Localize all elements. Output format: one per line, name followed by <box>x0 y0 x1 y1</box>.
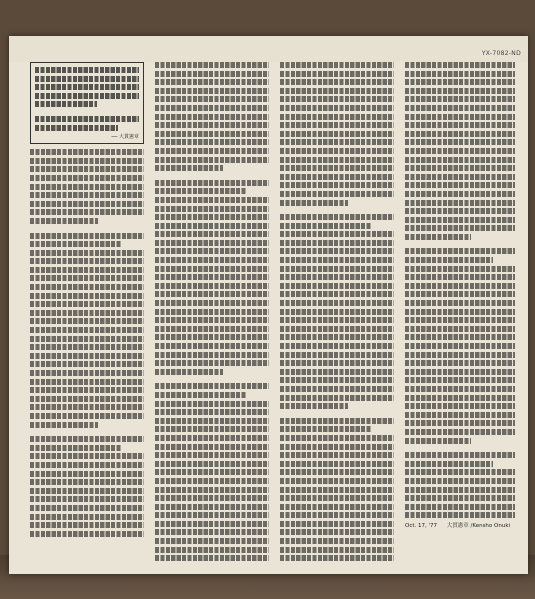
text-line <box>35 116 139 122</box>
text-line <box>280 88 394 94</box>
text-line <box>30 522 144 528</box>
text-line <box>155 538 269 544</box>
text-line <box>30 505 144 511</box>
text-line <box>280 182 394 188</box>
text-line <box>30 327 144 333</box>
text-line <box>155 309 269 315</box>
text-line <box>155 529 269 535</box>
text-line <box>30 250 144 256</box>
text-line <box>35 125 118 131</box>
text-line <box>405 429 515 435</box>
text-line <box>280 547 394 553</box>
text-line <box>30 361 144 367</box>
text-line <box>155 197 269 203</box>
text-line <box>155 266 269 272</box>
text-line <box>280 79 394 85</box>
text-line <box>280 452 394 458</box>
text-line <box>30 436 144 442</box>
text-column-4 <box>405 62 515 562</box>
text-line <box>155 240 269 246</box>
text-line <box>280 300 394 306</box>
text-line <box>405 105 515 111</box>
text-column-1 <box>30 62 144 562</box>
text-line <box>30 462 144 468</box>
text-line <box>155 334 269 340</box>
text-line <box>405 174 515 180</box>
text-line <box>280 334 394 340</box>
text-line <box>30 284 144 290</box>
text-line <box>405 461 493 467</box>
text-line <box>155 547 269 553</box>
text-line <box>280 248 394 254</box>
text-line <box>155 487 269 493</box>
text-line <box>405 208 515 214</box>
text-line <box>280 343 394 349</box>
text-line <box>30 218 98 224</box>
text-line <box>280 62 394 68</box>
text-line <box>155 392 246 398</box>
text-line <box>280 377 394 383</box>
text-line <box>280 435 394 441</box>
signature-date: Oct. 17, '77 <box>405 523 438 530</box>
text-line <box>280 157 394 163</box>
text-line <box>30 275 144 281</box>
text-line <box>30 370 144 376</box>
text-line <box>280 283 394 289</box>
text-line <box>155 223 269 229</box>
text-line <box>35 76 139 82</box>
text-line <box>405 234 471 240</box>
text-line <box>280 139 394 145</box>
text-line <box>155 369 223 375</box>
text-line <box>405 326 515 332</box>
text-line <box>280 395 394 401</box>
text-line <box>30 488 144 494</box>
text-line <box>30 233 144 239</box>
text-line <box>405 512 515 518</box>
text-line <box>280 148 394 154</box>
signature <box>405 521 515 529</box>
text-line <box>30 471 144 477</box>
text-line <box>280 504 394 510</box>
text-line <box>155 418 269 424</box>
intro-box <box>30 62 144 144</box>
text-line <box>155 206 269 212</box>
text-line <box>405 317 515 323</box>
text-line <box>280 529 394 535</box>
text-line <box>155 148 269 154</box>
text-line <box>280 521 394 527</box>
text-line <box>280 555 394 561</box>
text-line <box>30 192 144 198</box>
text-line <box>405 114 515 120</box>
text-line <box>280 231 394 237</box>
text-line <box>405 377 515 383</box>
text-line <box>30 293 144 299</box>
text-line <box>405 148 515 154</box>
text-line <box>280 309 394 315</box>
text-line <box>405 343 515 349</box>
text-line <box>280 478 394 484</box>
text-line <box>155 139 269 145</box>
text-line <box>280 317 394 323</box>
text-line <box>155 231 269 237</box>
text-line <box>155 71 269 77</box>
text-line <box>405 191 515 197</box>
text-line <box>280 214 394 220</box>
text-line <box>405 309 515 315</box>
text-line <box>30 531 144 537</box>
text-line <box>155 96 269 102</box>
text-line <box>280 352 394 358</box>
text-line <box>155 360 269 366</box>
text-line <box>280 96 394 102</box>
text-line <box>155 326 269 332</box>
text-line <box>280 469 394 475</box>
text-line <box>280 512 394 518</box>
text-line <box>35 84 139 90</box>
text-line <box>155 478 269 484</box>
text-line <box>280 191 394 197</box>
text-line <box>30 413 144 419</box>
text-line <box>155 257 269 263</box>
text-line <box>155 352 269 358</box>
body-text <box>405 62 515 518</box>
text-line <box>280 487 394 493</box>
text-line <box>280 223 371 229</box>
text-line <box>30 301 144 307</box>
sleeve-top-edge <box>9 36 528 62</box>
text-line <box>405 395 515 401</box>
text-line <box>155 88 269 94</box>
text-line <box>30 201 144 207</box>
text-line <box>155 452 269 458</box>
text-line <box>155 114 269 120</box>
text-line <box>405 96 515 102</box>
body-text <box>280 62 394 562</box>
text-line <box>155 248 269 254</box>
text-line <box>155 131 269 137</box>
text-line <box>30 149 144 155</box>
text-line <box>30 479 144 485</box>
catalog-number: YX-7082-ND <box>481 50 521 57</box>
text-column-2 <box>155 62 269 562</box>
text-line <box>280 266 394 272</box>
text-line <box>405 334 515 340</box>
text-line <box>280 71 394 77</box>
text-line <box>405 248 515 254</box>
text-line <box>405 487 515 493</box>
text-line <box>405 412 515 418</box>
text-line <box>280 538 394 544</box>
text-line <box>30 453 144 459</box>
text-line <box>405 452 515 458</box>
text-line <box>405 157 515 163</box>
text-line <box>280 200 348 206</box>
body-text <box>30 149 144 537</box>
text-line <box>155 188 246 194</box>
text-line <box>280 257 394 263</box>
text-line <box>155 409 269 415</box>
text-line <box>155 343 269 349</box>
text-line <box>405 420 515 426</box>
text-line <box>405 71 515 77</box>
text-line <box>30 209 144 215</box>
text-line <box>405 165 515 171</box>
text-line <box>280 426 371 432</box>
text-line <box>155 180 269 186</box>
text-line <box>280 240 394 246</box>
text-line <box>155 521 269 527</box>
text-line <box>155 214 269 220</box>
text-line <box>30 241 121 247</box>
text-line <box>405 300 515 306</box>
intro-credit: ── 大貫憲章 <box>111 134 139 141</box>
text-line <box>155 291 269 297</box>
signature-author: 大貫憲章 /Kensho Onuki <box>446 523 511 530</box>
text-line <box>155 504 269 510</box>
text-line <box>155 274 269 280</box>
text-line <box>155 165 223 171</box>
text-line <box>30 379 144 385</box>
text-line <box>155 383 269 389</box>
text-line <box>155 317 269 323</box>
text-line <box>280 122 394 128</box>
text-line <box>30 422 98 428</box>
text-line <box>155 426 269 432</box>
text-line <box>405 257 493 263</box>
text-line <box>405 122 515 128</box>
text-line <box>155 62 269 68</box>
text-line <box>280 360 394 366</box>
text-line <box>155 555 269 561</box>
text-line <box>30 158 144 164</box>
text-line <box>405 438 471 444</box>
text-line <box>280 386 394 392</box>
text-line <box>30 396 144 402</box>
text-line <box>405 360 515 366</box>
text-line <box>155 283 269 289</box>
text-line <box>35 93 139 99</box>
text-line <box>30 404 144 410</box>
text-line <box>405 283 515 289</box>
text-line <box>405 217 515 223</box>
text-line <box>30 184 144 190</box>
text-line <box>155 469 269 475</box>
text-line <box>155 300 269 306</box>
text-line <box>405 225 515 231</box>
text-line <box>30 267 144 273</box>
text-line <box>155 435 269 441</box>
text-line <box>30 445 121 451</box>
text-line <box>155 122 269 128</box>
text-line <box>155 157 269 163</box>
text-line <box>280 444 394 450</box>
text-line <box>30 496 144 502</box>
text-line <box>280 174 394 180</box>
text-line <box>30 336 144 342</box>
text-line <box>35 101 97 107</box>
text-column-3 <box>280 62 394 562</box>
text-line <box>155 495 269 501</box>
text-line <box>280 105 394 111</box>
text-line <box>280 461 394 467</box>
text-line <box>405 352 515 358</box>
text-line <box>30 166 144 172</box>
text-line <box>405 79 515 85</box>
text-line <box>35 67 139 73</box>
text-line <box>30 175 144 181</box>
text-line <box>405 403 515 409</box>
liner-notes-page <box>30 62 515 562</box>
text-line <box>280 369 394 375</box>
text-line <box>405 62 515 68</box>
text-line <box>280 131 394 137</box>
text-line <box>155 512 269 518</box>
text-line <box>405 504 515 510</box>
text-line <box>280 326 394 332</box>
text-line <box>30 514 144 520</box>
text-line <box>155 461 269 467</box>
text-line <box>405 369 515 375</box>
text-line <box>30 258 144 264</box>
text-line <box>405 182 515 188</box>
text-line <box>155 79 269 85</box>
text-line <box>405 469 515 475</box>
text-line <box>30 344 144 350</box>
text-line <box>405 131 515 137</box>
text-line <box>405 88 515 94</box>
text-line <box>280 495 394 501</box>
body-text <box>155 62 269 561</box>
text-line <box>405 274 515 280</box>
text-line <box>280 274 394 280</box>
text-line <box>405 386 515 392</box>
text-line <box>405 200 515 206</box>
text-line <box>155 401 269 407</box>
text-line <box>280 114 394 120</box>
text-line <box>405 291 515 297</box>
text-line <box>30 310 144 316</box>
text-line <box>30 353 144 359</box>
text-line <box>405 139 515 145</box>
text-line <box>155 444 269 450</box>
text-line <box>280 403 348 409</box>
text-line <box>405 266 515 272</box>
text-line <box>30 387 144 393</box>
text-line <box>280 291 394 297</box>
text-line <box>280 165 394 171</box>
text-line <box>30 318 144 324</box>
text-line <box>155 105 269 111</box>
text-line <box>405 495 515 501</box>
text-line <box>405 478 515 484</box>
text-line <box>280 418 394 424</box>
